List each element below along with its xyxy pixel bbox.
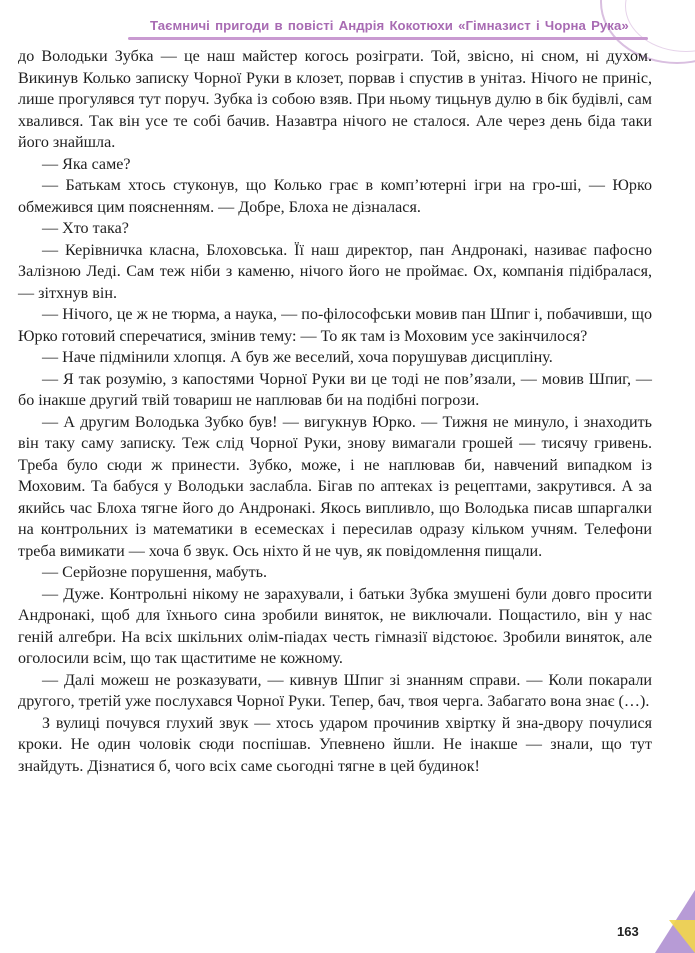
paragraph: — Яка саме? [42, 155, 131, 173]
paragraph: — А другим Володька Зубко був! — вигукнув Юрко. — Тижня не минуло, і знаходить він таку саму записку. Теж слід Чорної Руки, знову вимагали грошей — тисячу гривень. Треба було сюди ж принести. Зубко, може, і не наплював би, навчений випадком із Моховим. Та бабуся у Володьки заслабла. Бігав по аптеках із рецептами, закрутився. А за якийсь час Блоха тягне його до Андронакі. Якось випливло, що Володька писав шпаргалки на контрольних із математики в есемесках і пересилав одразу кільком учням. Телефони треба вимикати — хоча б звук. Ось ніхто й не чув, як повідомлення пищали. [18, 413, 652, 560]
paragraph: — Нічого, це ж не тюрма, а наука, — по-філософськи мовив пан Шпиг і, побачивши, що Юрко готовий сперечатися, змінив тему: — То як там із Моховим усе закінчилося? [18, 306, 652, 345]
corner-decoration [655, 890, 695, 953]
paragraph: до Володьки Зубка — це наш майстер когось розіграти. Той, звісно, ні сном, ні духом. Викинув Колько записку Чорної Руки в клозет, порвав і спустив в унітаз. Нічого не приніс, лише прогулявся тут поруч. Зубка із собою взяв. При ньому тицьнув дулю в бік будівлі, сам хвалився. Так він усе те собі бачив. Назавтра нічого не сталося. Але через день біда таки його знайшла. [18, 48, 652, 151]
page-number: 163 [617, 924, 639, 939]
paragraph: — Серйозне порушення, мабуть. [42, 564, 268, 581]
paragraph: — Наче підмінили хлопця. А був же веселий, хоча порушував дисципліну. [42, 349, 553, 366]
paragraph: З вулиці почувся глухий звук — хтось ударом прочинив хвіртку й зна-двору почулися кроки. Не один чоловік сюди поспішав. Упевнено йшли. Не інакше — знали, що тут знайдуть. Дізнатися б, чого всіх саме сьогодні тягне в цей будинок! [18, 714, 652, 775]
paragraph: — Керівничка класна, Блоховська. Її наш директор, пан Андронакі, називає пафосно Залізною Леді. Сам теж ніби з каменю, нічого його не проймає. Ох, компанія підібралася, — зітхнув він. [18, 241, 652, 302]
paragraph: — Батькам хтось стуконув, що Колько грає в комп’ютерні ігри на гро-ші, — Юрко обмежився цим поясненням. — Добре, Блоха не дізналася. [18, 177, 652, 216]
header-rule [128, 37, 648, 40]
paragraph: — Я так розумію, з капостями Чорної Руки ви це тоді не пов’язали, — мовив Шпиг, — бо інакше другий твій товариш не наплював би на подібні погрози. [18, 370, 652, 409]
running-header: Таємничі пригоди в повісті Андрія Кокотюхи «Гімназист і Чорна Рука» [150, 18, 629, 33]
paragraph: — Далі можеш не розказувати, — кивнув Шпиг зі знанням справи. — Коли покарали другого, третій уже послухався Чорної Руки. Тепер, бач, твоя черга. Забагато вона знає (…). [18, 671, 652, 710]
body-text [18, 46, 652, 777]
paragraph: — Хто така? [42, 220, 129, 237]
paragraph: — Дуже. Контрольні нікому не зарахували, і батьки Зубка змушені були довго просити Андронакі, щоб для їхнього сина зробили виняток, не виключали. Пощастило, він у нас геній алгебри. На всіх шкільних олім-піадах честь гімназії відстоює. Зробили виняток, але оголосили всім, що так щаститиме не кожному. [18, 585, 652, 667]
